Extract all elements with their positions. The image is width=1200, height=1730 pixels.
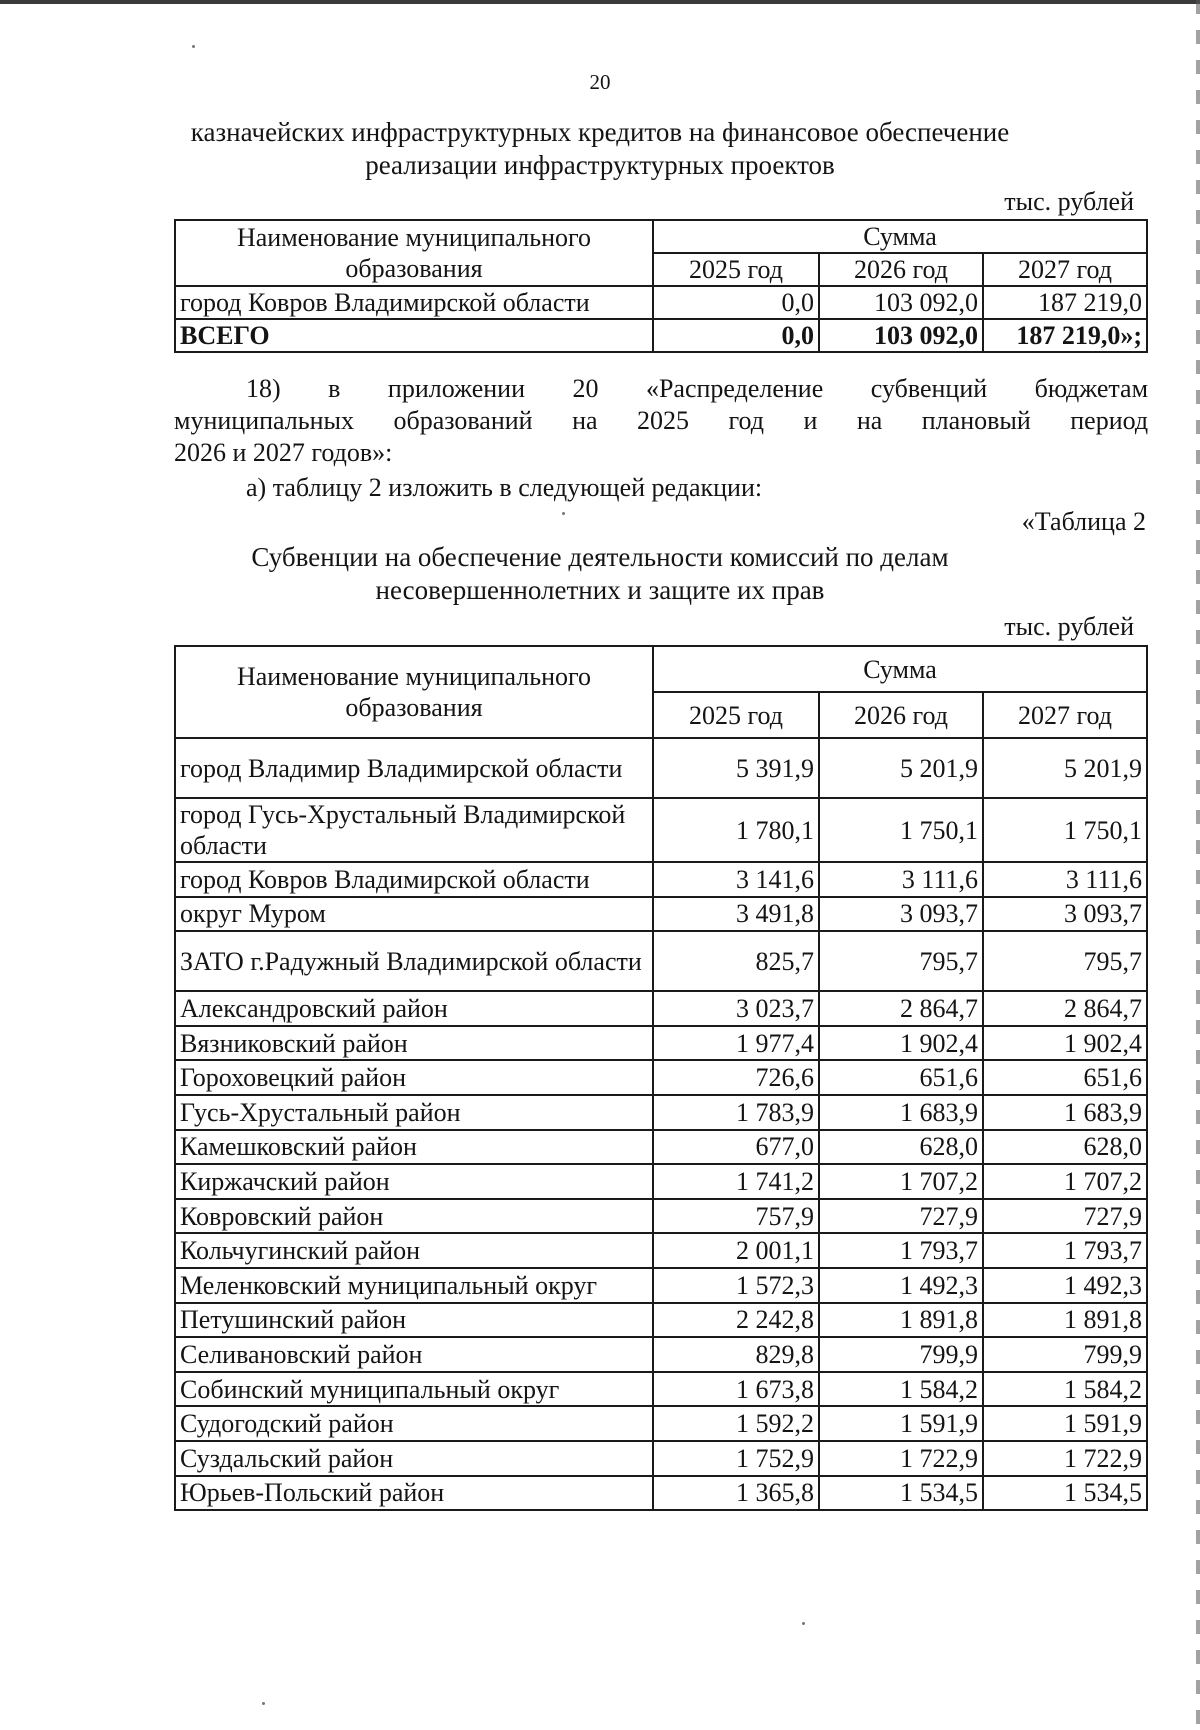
value-2025: 825,7 [653,931,819,991]
municipality-name: город Ковров Владимирской области [175,286,653,319]
scan-speck [802,1622,805,1625]
page-number: 20 [589,70,611,94]
amendment-word: период [1070,406,1149,435]
value-2026: 799,9 [819,1337,983,1372]
value-2026: 103 092,0 [819,286,983,319]
amendment-word: 18) [246,374,281,403]
table-row [175,931,1147,991]
table-row [175,862,1147,897]
amendment-word: на [856,406,883,435]
value-2026: 651,6 [819,1060,983,1095]
scan-top-edge [0,0,1200,4]
scan-speck [262,1702,265,1705]
municipality-name: Меленковский муниципальный округ [175,1268,653,1303]
section1-heading-line: казначейских инфраструктурных кредитов на финансовое обеспечение [190,117,1010,147]
year-2026-header: 2026 год [819,692,983,738]
year-2027-header: 2027 год [983,692,1147,738]
value-2026: 103 092,0 [819,319,983,352]
scan-speck [192,45,195,48]
value-2025: 677,0 [653,1130,819,1165]
amendment-line-1 [174,373,1148,405]
value-2025: 0,0 [653,286,819,319]
value-2025: 1 673,8 [653,1372,819,1407]
municipality-name: город Гусь-Хрустальный Владимирской области [175,798,653,862]
value-2027: 1 492,3 [983,1268,1147,1303]
amendment-word: 2025 [637,406,689,435]
value-2027: 727,9 [983,1199,1147,1234]
value-2025: 5 391,9 [653,738,819,798]
amendment-word: плановый [921,406,1031,435]
municipality-name: город Ковров Владимирской области [175,862,653,897]
value-2025: 2 001,1 [653,1233,819,1268]
table-row [175,1303,1147,1338]
value-2025: 757,9 [653,1199,819,1234]
value-2027: 1 591,9 [983,1406,1147,1441]
value-2027: 3 111,6 [983,862,1147,897]
section2-heading [0,541,1200,607]
value-2025: 1 572,3 [653,1268,819,1303]
section1-heading-line: реализации инфраструктурных проектов [365,150,835,180]
section1-units: тыс. рублей [1004,187,1134,216]
year-2027-header: 2027 год [983,253,1147,286]
value-2027: 1 584,2 [983,1372,1147,1407]
value-2027: 1 902,4 [983,1026,1147,1061]
municipality-column-header: Наименование муниципального образования [175,646,653,738]
sum-column-header: Сумма [653,220,1147,253]
value-2027: 5 201,9 [983,738,1147,798]
municipality-name: Гороховецкий район [175,1060,653,1095]
amendment-line-2 [174,405,1148,437]
table-row [175,1130,1147,1165]
value-2025: 1 365,8 [653,1476,819,1511]
year-2025-header: 2025 год [653,692,819,738]
amendment-word: на [572,406,598,435]
value-2026: 1 750,1 [819,798,983,862]
subventions-table [174,645,1148,1511]
value-2025: 3 141,6 [653,862,819,897]
table-row [175,991,1147,1026]
infrastructure-credits-table [174,219,1148,353]
value-2025: 726,6 [653,1060,819,1095]
value-2025: 1 780,1 [653,798,819,862]
amendment-word: в [328,374,341,403]
table-row [175,1095,1147,1130]
value-2025: 829,8 [653,1337,819,1372]
table-row [175,1337,1147,1372]
amendment-word: год [728,406,764,435]
value-2026: 628,0 [819,1130,983,1165]
value-2025: 1 752,9 [653,1441,819,1476]
municipality-name: ЗАТО г.Радужный Владимирской области [175,931,653,991]
section2-heading-line: несовершеннолетних и защите их прав [375,575,825,605]
value-2025: 3 023,7 [653,991,819,1026]
municipality-name: Гусь-Хрустальный район [175,1095,653,1130]
value-2026: 1 584,2 [819,1372,983,1407]
table-row [175,738,1147,798]
value-2026: 3 093,7 [819,897,983,932]
municipality-name: ВСЕГО [175,319,653,352]
value-2027: 795,7 [983,931,1147,991]
table-row [175,897,1147,932]
amendment-line-4: а) таблицу 2 изложить в следующей редакции: [246,473,763,502]
municipality-name: город Владимир Владимирской области [175,738,653,798]
value-2027: 1 750,1 [983,798,1147,862]
value-2027: 2 864,7 [983,991,1147,1026]
municipality-name: округ Муром [175,897,653,932]
municipality-name: Ковровский район [175,1199,653,1234]
amendment-word: муниципальных [174,406,355,435]
municipality-name: Суздальский район [175,1441,653,1476]
amendment-word: 20 [572,374,599,403]
value-2025: 1 783,9 [653,1095,819,1130]
amendment-word: образований [393,406,533,435]
value-2026: 5 201,9 [819,738,983,798]
value-2025: 1 741,2 [653,1164,819,1199]
municipality-name: Вязниковский район [175,1026,653,1061]
value-2027: 3 093,7 [983,897,1147,932]
value-2027: 187 219,0»; [983,319,1147,352]
sum-column-header: Сумма [653,646,1147,692]
table-row [175,1441,1147,1476]
amendment-word: субвенций [870,374,988,403]
value-2026: 1 492,3 [819,1268,983,1303]
value-2026: 727,9 [819,1199,983,1234]
amendment-word: приложении [387,374,525,403]
table-caption: «Таблица 2 [1021,507,1146,536]
table-row [175,1372,1147,1407]
value-2026: 1 591,9 [819,1406,983,1441]
value-2025: 3 491,8 [653,897,819,932]
value-2025: 1 592,2 [653,1406,819,1441]
municipality-name: Петушинский район [175,1303,653,1338]
value-2026: 1 793,7 [819,1233,983,1268]
value-2026: 2 864,7 [819,991,983,1026]
value-2027: 1 683,9 [983,1095,1147,1130]
municipality-name: Юрьев-Польский район [175,1476,653,1511]
section2-units: тыс. рублей [1004,612,1134,641]
table-row [175,1268,1147,1303]
table-row [175,1060,1147,1095]
value-2026: 1 707,2 [819,1164,983,1199]
scan-right-edge [1196,0,1200,1730]
table-row [175,286,1147,319]
municipality-name: Селивановский район [175,1337,653,1372]
total-row [175,319,1147,352]
value-2026: 1 683,9 [819,1095,983,1130]
table-row [175,1164,1147,1199]
year-2025-header: 2025 год [653,253,819,286]
section1-heading [0,116,1200,182]
municipality-name: Кольчугинский район [175,1233,653,1268]
municipality-column-header: Наименование муниципального образования [175,220,653,286]
value-2027: 651,6 [983,1060,1147,1095]
section2-heading-line: Субвенции на обеспечение деятельности комиссий по делам [251,542,949,572]
table-row [175,1233,1147,1268]
value-2027: 1 891,8 [983,1303,1147,1338]
municipality-name: Судогодский район [175,1406,653,1441]
table-row [175,798,1147,862]
value-2027: 1 707,2 [983,1164,1147,1199]
value-2025: 2 242,8 [653,1303,819,1338]
value-2026: 1 534,5 [819,1476,983,1511]
amendment-word: и [803,406,818,435]
table-row [175,1199,1147,1234]
value-2025: 0,0 [653,319,819,352]
municipality-name: Камешковский район [175,1130,653,1165]
year-2026-header: 2026 год [819,253,983,286]
value-2025: 1 977,4 [653,1026,819,1061]
table-row [175,1406,1147,1441]
value-2027: 1 534,5 [983,1476,1147,1511]
value-2027: 187 219,0 [983,286,1147,319]
value-2027: 1 793,7 [983,1233,1147,1268]
scan-speck [562,512,565,515]
table-row [175,1026,1147,1061]
value-2026: 1 722,9 [819,1441,983,1476]
value-2027: 1 722,9 [983,1441,1147,1476]
amendment-line-3: 2026 и 2027 годов»: [174,438,393,467]
municipality-name: Киржачский район [175,1164,653,1199]
value-2027: 799,9 [983,1337,1147,1372]
value-2027: 628,0 [983,1130,1147,1165]
value-2026: 795,7 [819,931,983,991]
value-2026: 1 891,8 [819,1303,983,1338]
municipality-name: Собинский муниципальный округ [175,1372,653,1407]
value-2026: 1 902,4 [819,1026,983,1061]
municipality-name: Александровский район [175,991,653,1026]
value-2026: 3 111,6 [819,862,983,897]
amendment-word: «Распределение [645,374,824,403]
table-row [175,1476,1147,1511]
amendment-word: бюджетам [1034,374,1149,403]
